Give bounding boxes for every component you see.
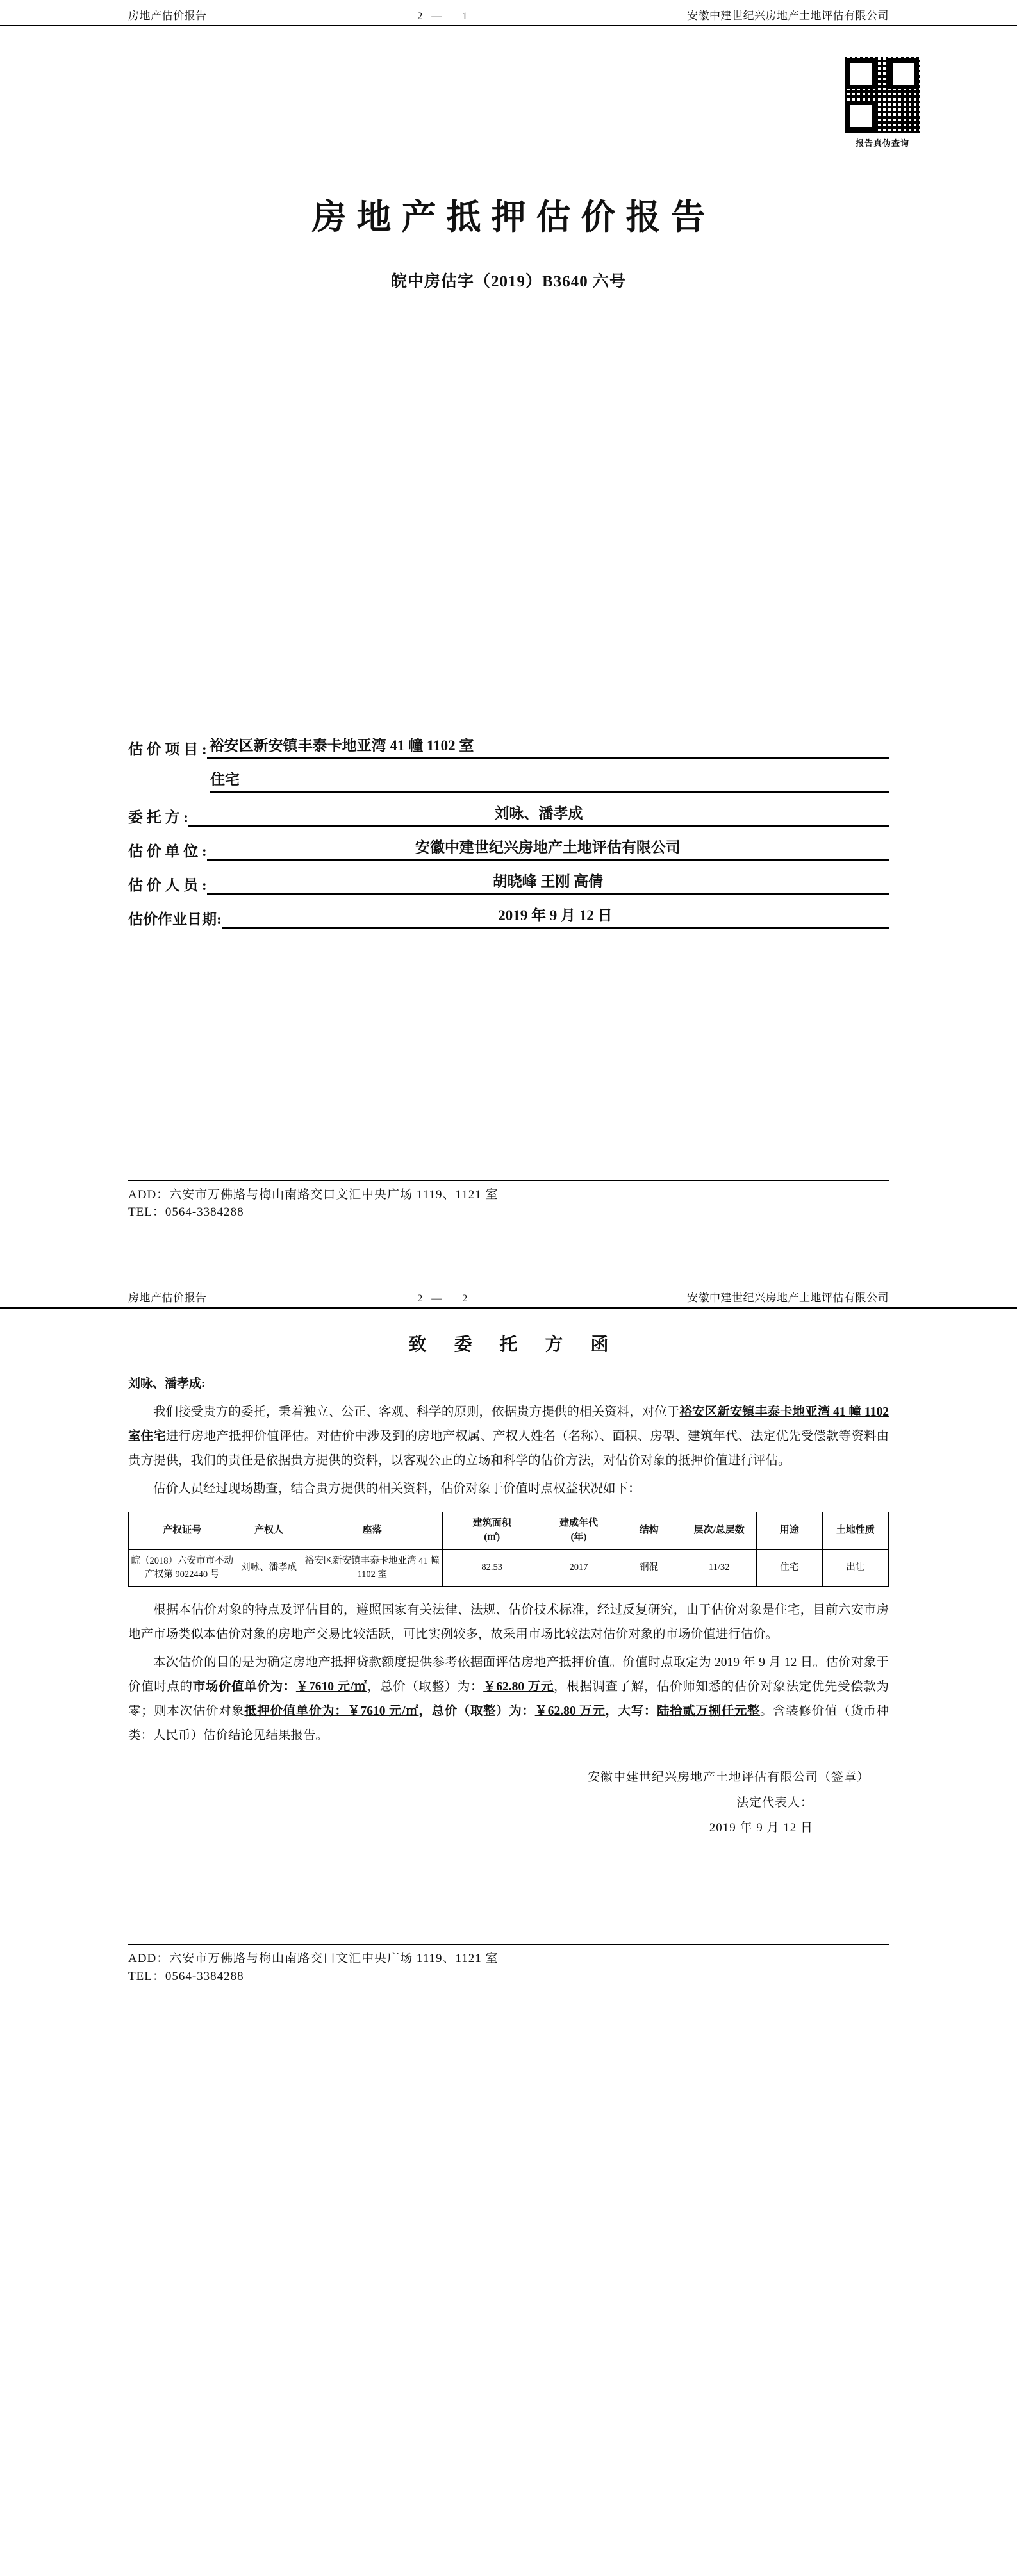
table-row	[129, 1549, 889, 1586]
para4-text-d: ，根据调查了解，估价师知悉的估价对象法定优先受偿款为零；则本次估价对象	[128, 1680, 889, 1718]
para1-highlight: 裕安区新安镇丰泰卡地亚湾 41 幢 1102 室住宅	[128, 1405, 889, 1444]
signature-block	[128, 1765, 889, 1842]
letter-footer-address: ADD：六安市万佛路与梅山南路交口文汇中央广场 1119、1121 室	[128, 1952, 499, 1966]
field-value-project[interactable]: 裕安区新安镇丰泰卡地亚湾 41 幢 1102 室	[207, 734, 889, 759]
field-label-appraisal-company: 估 价 单 位 :	[128, 843, 207, 859]
cell-floor: 11/32	[682, 1549, 756, 1586]
para4-text-g: ，大写：	[605, 1704, 657, 1718]
field-value-date[interactable]: 2019 年 9 月 12 日	[222, 904, 889, 929]
th-location: 座落	[302, 1512, 442, 1550]
letter-paragraph-1	[128, 1400, 889, 1473]
page-title: 房地产抵押估价报告	[311, 198, 716, 236]
field-date	[128, 904, 889, 929]
cover-body	[0, 26, 1017, 1282]
th-structure: 结构	[616, 1512, 682, 1550]
cell-year: 2017	[542, 1549, 616, 1586]
letter-footer-tel: TEL：0564-3384288	[128, 1969, 244, 1983]
cell-cert-no: 皖（2018）六安市市不动产权第 9022440 号	[129, 1549, 236, 1586]
qr-caption: 报告真伪查询	[855, 138, 909, 148]
para4-mortgage-unit-price: 抵押价值单价为：￥7610 元/㎡	[244, 1704, 419, 1718]
qr-code-icon[interactable]	[845, 57, 920, 133]
para4-total-1: ￥62.80 万元	[483, 1680, 554, 1694]
letter-salutation: 刘咏、潘孝成:	[128, 1377, 206, 1391]
para4-text-c: ，总价（取整）为：	[367, 1680, 484, 1694]
field-appraisal-company	[128, 836, 889, 861]
th-cert-no: 产权证号	[129, 1512, 236, 1550]
th-area-label: 建筑面积	[472, 1518, 511, 1529]
report-number: 皖中房估字（2019）B3640 六号	[391, 273, 626, 290]
cover-footer-tel: TEL：0564-3384288	[128, 1205, 244, 1219]
cover-footer-address: ADD：六安市万佛路与梅山南路交口文汇中央广场 1119、1121 室	[128, 1187, 499, 1201]
letter-footer	[128, 1944, 889, 1985]
field-label-client: 委 托 方 :	[128, 809, 188, 825]
qr-code-block	[841, 57, 924, 149]
cover-footer	[128, 1180, 889, 1221]
para4-capital-amount: 陆拾贰万捌仟元整	[657, 1704, 761, 1718]
para1-text-a: 我们接受贵方的委托，秉着独立、公正、客观、科学的原则，依据贵方提供的相关资料，对位于	[153, 1405, 680, 1419]
para4-text-a: 本次估价的目的是为确定房地产抵押贷款额度提供参考依据面评估房地产抵押价值。价值时点取定为 2019 年 9 月 12 日。估价对象于价值时点的	[128, 1655, 889, 1694]
th-area-unit: (㎡)	[484, 1532, 500, 1542]
cell-land: 出让	[822, 1549, 888, 1586]
cell-structure: 钢混	[616, 1549, 682, 1586]
th-year-unit: (年)	[570, 1532, 587, 1542]
para4-text-f: ，总价（取整）为：	[418, 1704, 535, 1718]
para4-price-unit-1: ￥7610 元/㎡	[295, 1680, 367, 1694]
para4-text-h: 。含装修价值（货币种类：人民币）估价结论见结果报告。	[128, 1704, 889, 1742]
cell-use: 住宅	[756, 1549, 822, 1586]
running-header-cover	[0, 0, 1017, 26]
field-value-client[interactable]: 刘咏、潘孝成	[188, 802, 889, 827]
cover-footer-rule	[128, 1180, 889, 1181]
running-header-left: 房地产估价报告	[128, 1292, 207, 1304]
letter-title: 致 委 托 方 函	[408, 1335, 620, 1355]
letter-page	[0, 1282, 1017, 1985]
cell-location: 裕安区新安镇丰泰卡地亚湾 41 幢 1102 室	[302, 1549, 442, 1586]
signature-company: 安徽中建世纪兴房地产土地评估有限公司（签章）	[587, 1770, 870, 1784]
para4-text-b: 市场价值单价为：	[192, 1680, 296, 1694]
letter-paragraph-4	[128, 1651, 889, 1748]
running-header-page-mark: 2— 2	[417, 1293, 477, 1304]
signature-date: 2019 年 9 月 12 日	[709, 1821, 813, 1835]
para4-total-2: ￥62.80 万元	[534, 1704, 606, 1718]
running-header-left: 房地产估价报告	[128, 10, 207, 22]
field-client	[128, 802, 889, 827]
field-label-date: 估价作业日期:	[128, 911, 222, 927]
th-year-label: 建成年代	[559, 1518, 599, 1529]
letter-paragraph-3: 根据本估价对象的特点及评估目的，遵照国家有关法律、法规、估价技术标准，经过反复研究，由于估价对象是住宅，目前六安市房地产市场类似本估价对象的房地产交易比较活跃，可比实例较多，故采用市场比较法对估价对象的市场价值进行估价。	[128, 1603, 889, 1641]
cover-fields	[128, 734, 889, 929]
th-use: 用途	[756, 1512, 822, 1550]
th-year	[542, 1512, 616, 1550]
letter-body	[0, 1330, 1017, 1867]
cover-page	[0, 0, 1017, 1282]
field-label-project: 估 价 项 目 :	[128, 741, 207, 757]
running-header-page-mark: 2— 1	[417, 11, 477, 22]
field-appraisers	[128, 870, 889, 895]
table-header-row	[129, 1512, 889, 1550]
signature-legal-rep: 法定代表人：	[736, 1796, 813, 1810]
property-table	[128, 1512, 889, 1587]
field-project	[128, 734, 889, 759]
field-value-project-line2[interactable]: 住宅	[210, 768, 889, 793]
th-area	[442, 1512, 542, 1550]
th-owner: 产权人	[236, 1512, 302, 1550]
para1-text-b: 进行房地产抵押价值评估。对估价中涉及到的房地产权属、产权人姓名（名称）、面积、房型、建筑年代、法定优先受偿款等资料由贵方提供，我们的责任是依据贵方提供的资料，以客观公正的立场和科学的估价方法，对估价对象的抵押价值进行评估。	[128, 1430, 889, 1468]
running-header-letter	[0, 1282, 1017, 1309]
field-value-appraisers[interactable]: 胡晓峰 王刚 高倩	[207, 870, 889, 895]
running-header-right: 安徽中建世纪兴房地产土地评估有限公司	[687, 1292, 889, 1304]
letter-footer-rule	[128, 1944, 889, 1945]
field-label-appraisers: 估 价 人 员 :	[128, 877, 207, 893]
cell-owner: 刘咏、潘孝成	[236, 1549, 302, 1586]
th-land: 土地性质	[822, 1512, 888, 1550]
letter-paragraph-2: 估价人员经过现场勘查，结合贵方提供的相关资料，估价对象于价值时点权益状况如下：	[153, 1482, 641, 1496]
cell-area: 82.53	[442, 1549, 542, 1586]
field-value-appraisal-company[interactable]: 安徽中建世纪兴房地产土地评估有限公司	[207, 836, 889, 861]
running-header-right: 安徽中建世纪兴房地产土地评估有限公司	[687, 10, 889, 22]
th-floor: 层次/总层数	[682, 1512, 756, 1550]
